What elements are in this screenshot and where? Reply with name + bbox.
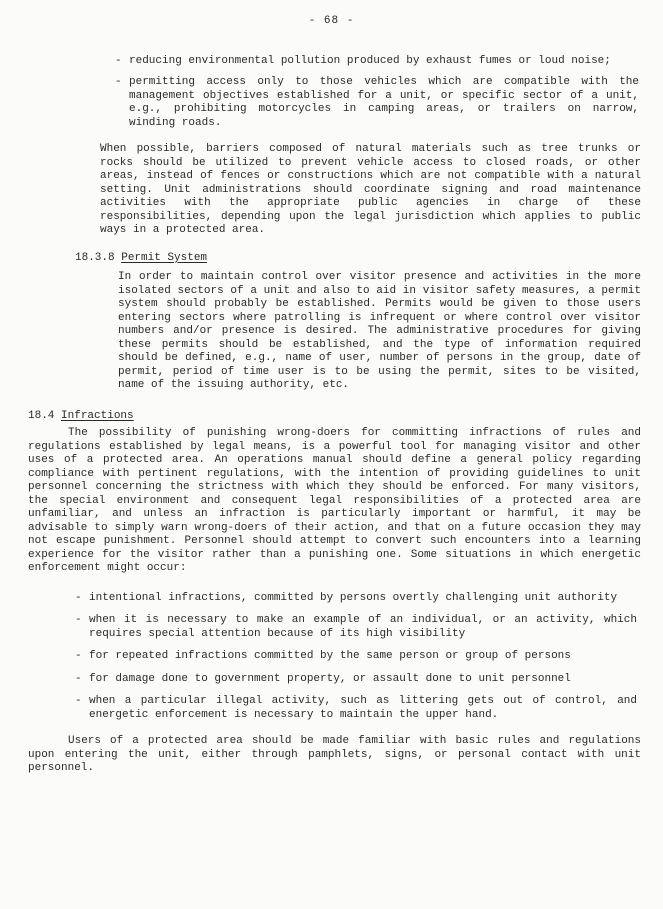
paragraph-permit-system: In order to maintain control over visitor presence and activities in the more isolated sectors of a unit and also to aid in visitor safety measures, a permit system should probably be established. Permits would be given to those users entering sectors where patrolling is infrequent or where control over visitor numbers and/or presence is desired. The administrative procedures for giving these permits should be established, and the type of information required should be defined, e.g., name of user, number of persons in the group, date of permit, period of time user is to be using the permit, sites to be visited, name of the issuing authority, etc. [118,271,641,391]
list-item [75,592,637,606]
bullet-text: reducing environmental pollution produced by exhaust fumes or loud noise; [129,54,611,67]
bullet-text: permitting access only to those vehicles which are compatible with the management objectives established for a unit, or specific sector of a unit, e.g., prohibiting motorcycles in camping areas, or trailers on narrow, winding roads. [129,76,639,129]
list-item [75,614,637,641]
paragraph-infractions-intro: The possibility of punishing wrong-doers for committing infractions of rules and regulations established by legal means, is a powerful tool for managing visitor and other uses of a protected area. An operations manual should define a general policy regarding compliance with pertinent regulations, with the intention of providing guidelines to unit personnel concerning the strictness with which they should be enforced. For many visitors, the special environment and consequent legal responsibilities of a protected area are unfamiliar, and unless an infraction is particularly important or harmful, it may be advisable to simply warn wrong-doers of their action, and that on a future occasion they may not escape punishment. Personnel should attempt to convert such encounters into a learning experience for the visitor rather than a punishing one. Some situations in which energetic enforcement might occur: [28,427,641,574]
bullet-text: for damage done to government property, or assault done to unit personnel [89,672,571,685]
list-item [75,650,637,664]
bullet-marker: - [75,695,82,707]
bullet-text: for repeated infractions committed by the same person or group of persons [89,650,571,662]
paragraph-closing: Users of a protected area should be made familiar with basic rules and regulations upon entering the unit, either through pamphlets, signs, or personal contact with unit personnel. [28,735,641,774]
list-item [115,55,639,69]
section-number: 18.4 [28,409,55,422]
list-item [115,76,639,130]
section-title: Infractions [61,409,134,422]
bullet-text: when a particular illegal activity, such as littering gets out of control, and energetic enforcement is necessary to maintain the upper hand. [89,695,637,721]
bullet-marker: - [115,76,122,88]
section-title: Permit System [121,251,208,264]
section-heading-infractions [28,410,663,424]
bullet-text: intentional infractions, committed by persons overtly challenging unit authority [89,591,618,604]
bullet-marker: - [75,672,82,685]
section-number: 18.3.8 [75,251,115,264]
bullet-marker: - [75,591,82,604]
bullet-marker: - [75,650,82,662]
section-heading-permit-system [75,252,663,266]
vehicle-measures-bullet-list [115,55,639,131]
enforcement-situations-bullet-list [75,592,637,723]
paragraph-barriers: When possible, barriers composed of natural materials such as tree trunks or rocks should be utilized to prevent vehicle access to closed roads, or other areas, instead of fences or constructions which are not compatible with a natural setting. Unit administrations should coordinate signing and road maintenance activities with the appropriate public agencies in charge of these responsibilities, depending upon the legal jurisdiction which applies to public ways in a protected area. [100,143,641,236]
bullet-marker: - [115,54,122,67]
list-item [75,673,637,687]
list-item [75,695,637,722]
bullet-text: when it is necessary to make an example of an individual, or an activity, which requires special attention because of its high visibility [89,614,637,640]
bullet-marker: - [75,614,82,626]
page-number: - 68 - [308,15,355,27]
